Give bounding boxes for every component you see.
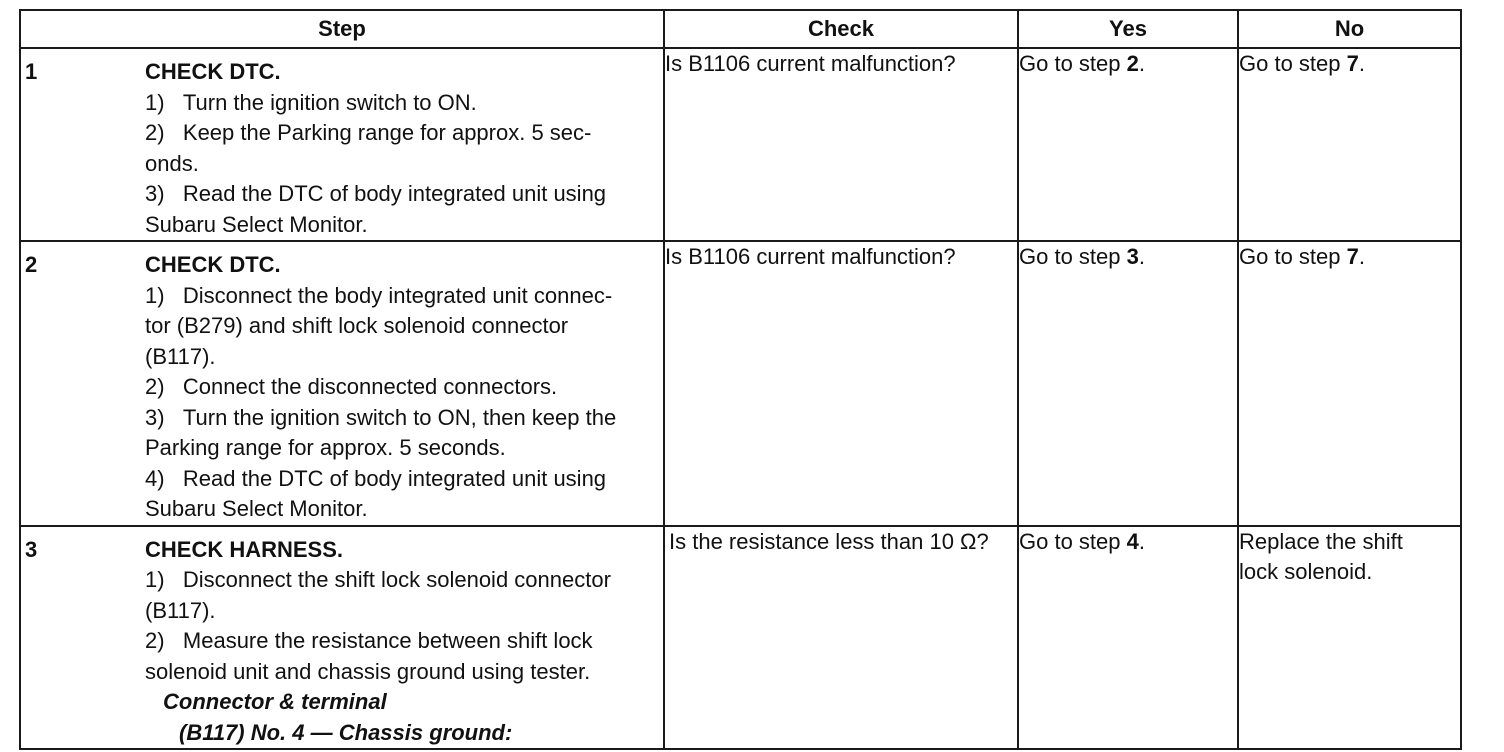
yes-prefix: Go to step — [1019, 51, 1127, 76]
step-line: 2) Connect the disconnected connectors. — [145, 374, 558, 399]
step-title: CHECK HARNESS. — [145, 536, 344, 562]
check-cell: Is B1106 current malfunction? — [664, 48, 1018, 241]
step-line: onds. — [145, 150, 199, 176]
yes-cell: Go to step 3. — [1018, 241, 1238, 526]
check-cell: Is the resistance less than 10 Ω? — [664, 526, 1018, 750]
step-number: 1 — [25, 59, 38, 84]
yes-step-link[interactable]: 3 — [1126, 244, 1139, 269]
table-row — [20, 526, 1461, 750]
header-check: Check — [664, 10, 1018, 48]
connector-value: (B117) No. 4 — Chassis ground: — [179, 719, 513, 745]
header-no: No — [1238, 10, 1461, 48]
step-line: 4) Read the DTC of body integrated unit using — [145, 465, 607, 491]
header-step: Step — [20, 10, 664, 48]
yes-cell: Go to step 4. — [1018, 526, 1238, 750]
no-prefix: Go to step — [1239, 244, 1347, 269]
header-yes: Yes — [1018, 10, 1238, 48]
step-title: CHECK DTC. — [145, 252, 281, 277]
step-line: Parking range for approx. 5 seconds. — [145, 435, 506, 460]
check-cell: Is B1106 current malfunction? — [664, 241, 1018, 526]
no-step-link[interactable]: 7 — [1346, 244, 1359, 269]
step-line: 3) Read the DTC of body integrated unit using — [145, 181, 607, 206]
header-row — [20, 10, 1461, 48]
step-line: (B117). — [145, 343, 216, 369]
no-cell: Go to step 7. — [1238, 48, 1461, 241]
no-action-line: Replace the shift — [1239, 528, 1403, 554]
step-title: CHECK DTC. — [145, 59, 281, 84]
no-step-link[interactable]: 7 — [1346, 51, 1359, 76]
yes-step-link[interactable]: 4 — [1126, 528, 1139, 554]
no-cell: Go to step 7. — [1238, 241, 1461, 526]
step-body — [145, 535, 663, 749]
diagnostic-table — [19, 9, 1462, 750]
step-body — [145, 250, 663, 525]
step-line: 1) Disconnect the shift lock solenoid connector — [145, 567, 611, 592]
yes-prefix: Go to step — [1019, 528, 1127, 554]
step-line: Subaru Select Monitor. — [145, 211, 368, 237]
step-line: Subaru Select Monitor. — [145, 496, 368, 521]
step-body — [145, 57, 663, 240]
no-cell — [1238, 526, 1461, 750]
step-line: 2) Keep the Parking range for approx. 5 sec- — [145, 120, 592, 145]
table-row — [20, 48, 1461, 241]
step-line: solenoid unit and chassis ground using tester. — [145, 658, 591, 684]
step-cell — [20, 526, 664, 750]
step-line: tor (B279) and shift lock solenoid connector — [145, 313, 569, 338]
table-row — [20, 241, 1461, 526]
step-line: 3) Turn the ignition switch to ON, then keep the — [145, 404, 617, 430]
step-line: 1) Turn the ignition switch to ON. — [145, 89, 477, 115]
yes-cell: Go to step 2. — [1018, 48, 1238, 241]
yes-prefix: Go to step — [1019, 244, 1127, 269]
no-action-line: lock solenoid. — [1239, 559, 1373, 584]
step-number: 3 — [25, 536, 38, 562]
yes-step-link[interactable]: 2 — [1126, 51, 1139, 76]
step-line: 1) Disconnect the body integrated unit connec- — [145, 282, 613, 308]
step-line: (B117). — [145, 597, 216, 623]
no-prefix: Go to step — [1239, 51, 1347, 76]
step-cell — [20, 48, 664, 241]
connector-label: Connector & terminal — [163, 689, 387, 714]
step-line: 2) Measure the resistance between shift lock — [145, 628, 593, 653]
step-cell — [20, 241, 664, 526]
step-number: 2 — [25, 252, 38, 277]
